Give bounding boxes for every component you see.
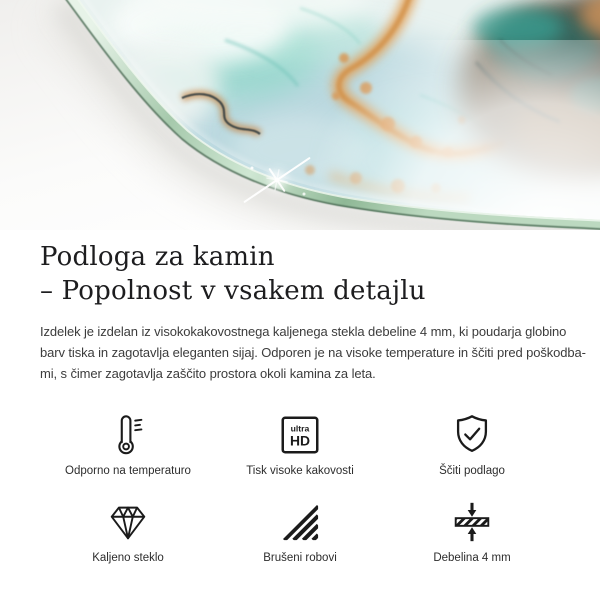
ultra-hd-icon-text-top: ultra xyxy=(290,423,310,434)
description-line: barv tiska in zagotavlja eleganten sijaj. Odporen je na visoke temperature in ščiti pred poškodba- xyxy=(40,345,586,360)
feature-temperature-resistant xyxy=(42,408,214,477)
page-title xyxy=(40,240,560,308)
thermometer-icon xyxy=(105,408,151,458)
description-line: mi, s čimer zagotavlja zaščito prostora okoli kamina za leta. xyxy=(40,366,376,381)
page-title-line-2: – Popolnost v vsakem detajlu xyxy=(40,276,426,306)
description-line: Izdelek je izdelan iz visokokakovostnega kaljenega stekla debeline 4 mm, ki poudarja globino xyxy=(40,324,567,339)
ultra-hd-icon-text-bottom: HD xyxy=(289,432,311,449)
feature-label: Brušeni robovi xyxy=(263,552,337,564)
feature-label: Ščiti podlago xyxy=(439,465,505,477)
thickness-icon xyxy=(449,495,495,545)
shield-check-icon xyxy=(449,408,495,458)
feature-print-quality xyxy=(214,408,386,477)
feature-label: Debelina 4 mm xyxy=(433,552,511,564)
feature-label: Tisk visoke kakovosti xyxy=(246,465,354,477)
feature-polished-edges xyxy=(214,495,386,564)
product-description xyxy=(40,321,586,384)
feature-label: Kaljeno steklo xyxy=(92,552,164,564)
feature-tempered-glass xyxy=(42,495,214,564)
diamond-icon xyxy=(105,495,151,545)
page-title-line-1: Podloga za kamin xyxy=(40,242,275,272)
product-content xyxy=(0,240,600,564)
polished-edges-icon xyxy=(277,495,323,545)
feature-thickness xyxy=(386,495,558,564)
ultra-hd-icon xyxy=(277,408,323,458)
product-image-glass-pad xyxy=(0,0,600,230)
feature-label: Odporno na temperaturo xyxy=(65,465,191,477)
feature-protects-surface xyxy=(386,408,558,477)
features-grid xyxy=(42,408,558,564)
